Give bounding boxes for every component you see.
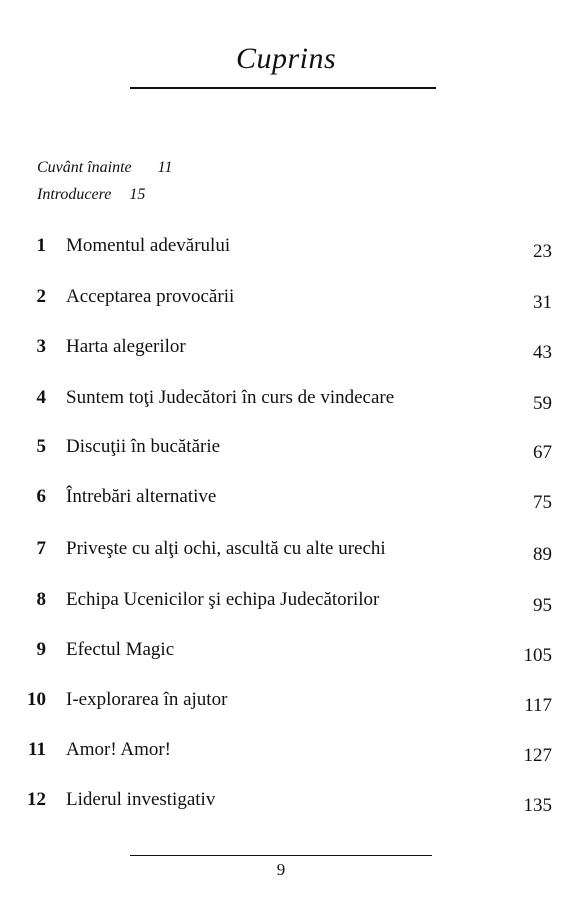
- chapter-page: 59: [533, 393, 552, 414]
- chapter-title: Amor! Amor!: [66, 739, 172, 760]
- chapter-page: 67: [533, 442, 552, 463]
- toc-entry: [0, 537, 579, 565]
- toc-entry: [0, 738, 579, 766]
- chapter-page: 135: [523, 795, 552, 816]
- chapter-title: Liderul investigativ: [66, 789, 216, 810]
- chapter-page: 95: [533, 595, 552, 616]
- chapter-page: 105: [523, 645, 552, 666]
- page-title: Cuprins: [236, 42, 337, 75]
- front-matter-entry: [37, 187, 145, 203]
- chapter-title: Harta alegerilor: [66, 336, 186, 357]
- chapter-number: 7: [36, 538, 46, 559]
- title-rule: [130, 87, 436, 89]
- chapter-page: 75: [533, 492, 552, 513]
- chapter-page: 43: [533, 342, 552, 363]
- toc-entry: [0, 638, 579, 666]
- chapter-title: Momentul adevărului: [66, 235, 231, 256]
- page-number: 9: [276, 860, 286, 879]
- chapter-number: 4: [36, 387, 46, 408]
- toc-entry: [0, 234, 579, 262]
- chapter-number: 3: [36, 336, 46, 357]
- toc-entry: [0, 688, 579, 716]
- chapter-title: Priveşte cu alţi ochi, ascultă cu alte urechi: [66, 538, 386, 559]
- chapter-number: 9: [36, 639, 46, 660]
- chapter-page: 127: [523, 745, 552, 766]
- chapter-title: Întrebări alternative: [66, 486, 217, 507]
- front-matter-page: 11: [157, 159, 173, 176]
- chapter-page: 31: [533, 292, 552, 313]
- chapter-page: 23: [533, 241, 552, 262]
- toc-entry: [0, 588, 579, 616]
- toc-entry: [0, 435, 579, 463]
- toc-entry: [0, 386, 579, 414]
- toc-entry: [0, 285, 579, 313]
- chapter-number: 2: [36, 286, 46, 307]
- front-matter-title: Introducere: [37, 186, 112, 203]
- chapter-number: 11: [28, 739, 46, 760]
- chapter-number: 10: [27, 689, 46, 710]
- chapter-title: Discuţii în bucătărie: [66, 436, 221, 457]
- chapter-title: Efectul Magic: [66, 639, 175, 660]
- front-matter-page: 15: [129, 186, 146, 203]
- toc-entry: [0, 788, 579, 816]
- front-matter-title: Cuvânt înainte: [37, 159, 132, 176]
- chapter-number: 12: [27, 789, 46, 810]
- chapter-title: Acceptarea provocării: [66, 286, 235, 307]
- chapter-page: 117: [524, 695, 552, 716]
- toc-entry: [0, 485, 579, 513]
- chapter-title: Echipa Ucenicilor şi echipa Judecătorilor: [66, 589, 380, 610]
- chapter-number: 1: [36, 235, 46, 256]
- chapter-number: 8: [36, 589, 46, 610]
- footer-rule: [130, 855, 432, 856]
- front-matter-entry: [37, 160, 172, 176]
- chapter-title: I-explorarea în ajutor: [66, 689, 228, 710]
- chapter-page: 89: [533, 544, 552, 565]
- chapter-title: Suntem toţi Judecători în curs de vindecare: [66, 387, 395, 408]
- toc-entry: [0, 335, 579, 363]
- chapter-number: 6: [36, 486, 46, 507]
- chapter-number: 5: [36, 436, 46, 457]
